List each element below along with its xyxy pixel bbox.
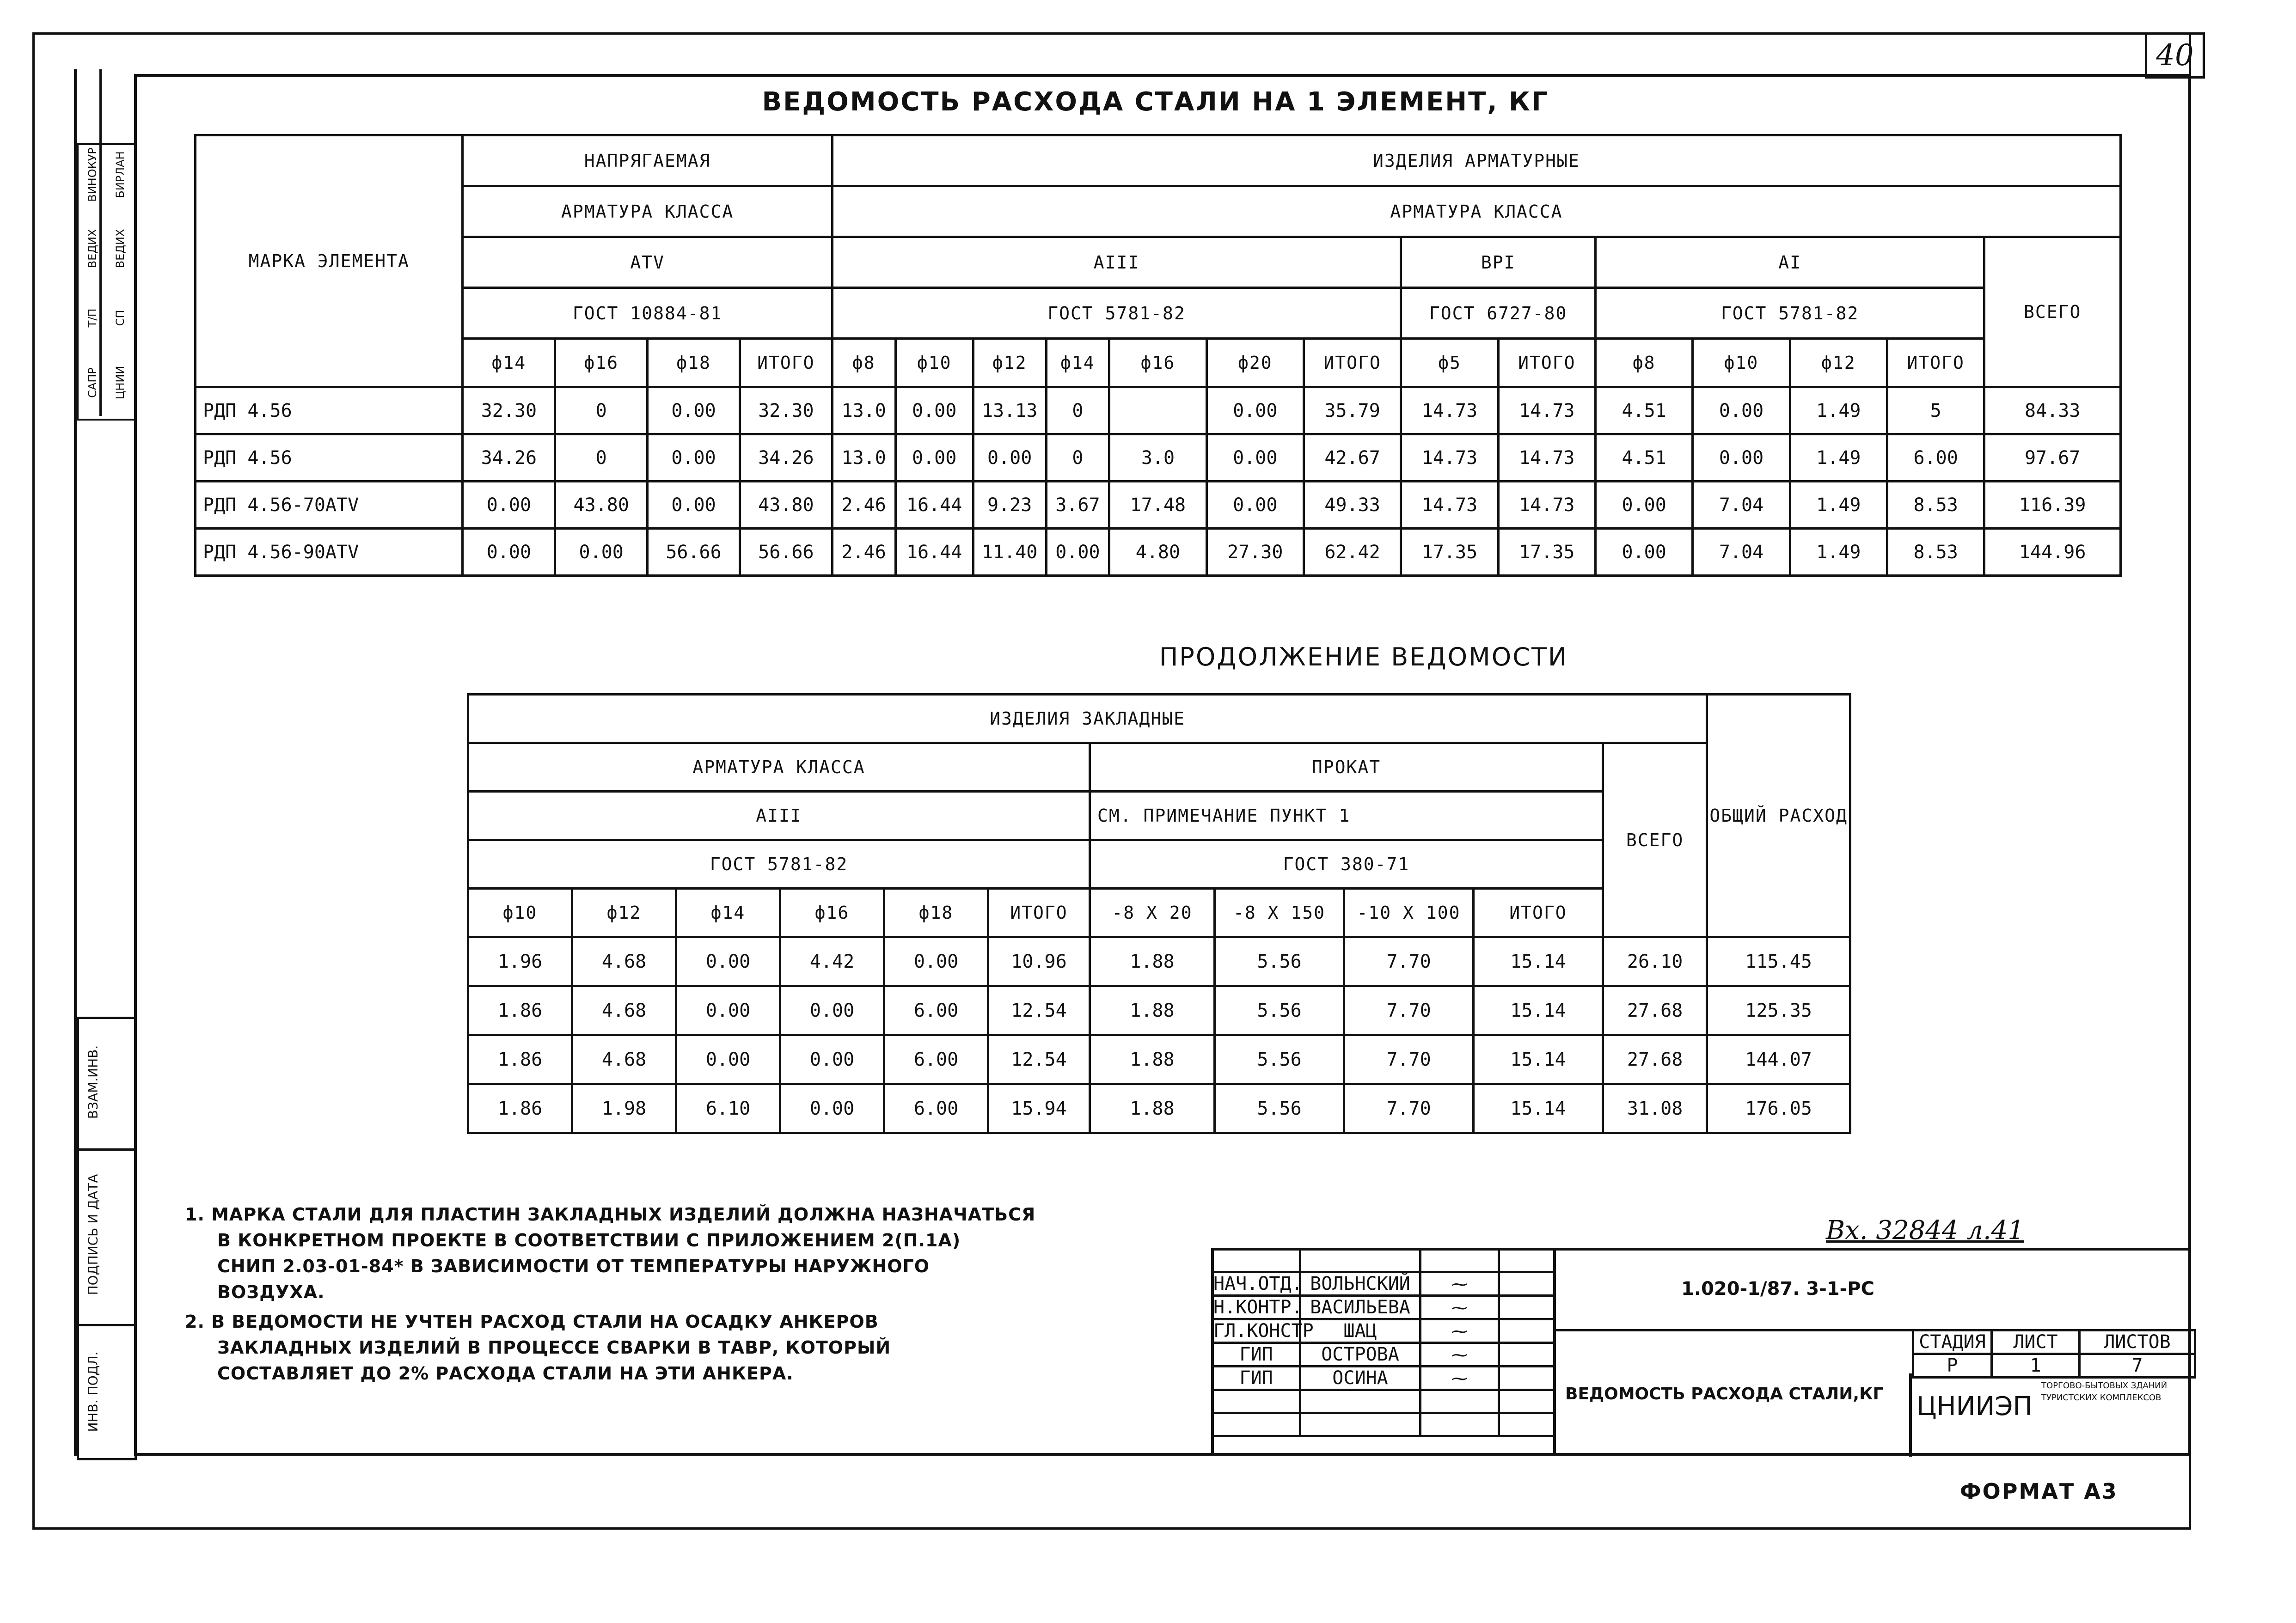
table-cell: 5 <box>1887 387 1984 434</box>
steel-table-body <box>196 387 2121 576</box>
page-number-box <box>2145 32 2205 79</box>
steel-table <box>194 134 2122 577</box>
signature: ⁓ <box>1420 1296 1499 1319</box>
table-cell: 6.00 <box>884 1035 988 1084</box>
table-cell: 10.96 <box>988 937 1090 986</box>
role: ГЛ.КОНСТР <box>1212 1319 1300 1343</box>
table-cell: 4.80 <box>1109 529 1206 576</box>
table-cell: 16.44 <box>895 482 973 529</box>
sheet-label: ЛИСТ <box>1992 1330 2080 1354</box>
header-atv: АТV <box>463 237 832 288</box>
table-cell: 0.00 <box>1595 482 1692 529</box>
document-code: 1.020-1/87. 3-1-РС <box>1681 1278 1874 1300</box>
page-number: 40 <box>2156 38 2194 73</box>
table-cell: 115.45 <box>1707 937 1850 986</box>
note-line: СНИП 2.03-01-84* В ЗАВИСИМОСТИ ОТ ТЕМПЕРАТУРЫ НАРУЖНОГО <box>217 1256 930 1276</box>
table-cell: 13.0 <box>832 434 895 482</box>
person: ОСТРОВА <box>1300 1343 1420 1367</box>
table-cell: 0 <box>1046 387 1109 434</box>
table-cell: 27.68 <box>1603 1035 1707 1084</box>
table-cell: 42.67 <box>1304 434 1401 482</box>
diameter-header: ф12 <box>1790 339 1887 387</box>
table-cell: 7.70 <box>1344 986 1474 1035</box>
person: ШАЦ <box>1300 1319 1420 1343</box>
element-mark: РДП 4.56 <box>196 387 463 434</box>
table-cell: 4.68 <box>572 986 676 1035</box>
side-label: ИНВ. ПОДЛ. <box>85 1351 101 1432</box>
header-gost: ГОСТ 380-71 <box>1090 840 1603 889</box>
title-block <box>1211 1248 2191 1456</box>
diameter-header: ф5 <box>1401 339 1498 387</box>
table-cell: 14.73 <box>1401 482 1498 529</box>
table-cell: 1.49 <box>1790 434 1887 482</box>
diameter-header: ф8 <box>832 339 895 387</box>
table-cell: 84.33 <box>1984 387 2121 434</box>
table-cell <box>1109 387 1206 434</box>
table-cell: 5.56 <box>1215 937 1344 986</box>
col-header: ф10 <box>468 889 572 937</box>
table-cell: 0 <box>555 387 648 434</box>
table-cell: 6.00 <box>884 986 988 1035</box>
table-row <box>196 529 2121 576</box>
note-line: ВОЗДУХА. <box>217 1282 325 1302</box>
table-cell: 4.42 <box>780 937 884 986</box>
table-cell: 1.49 <box>1790 529 1887 576</box>
sheets-value: 7 <box>2080 1354 2195 1378</box>
col-header: -10 X 100 <box>1344 889 1474 937</box>
element-mark: РДП 4.56-90АТV <box>196 529 463 576</box>
sheets-label: ЛИСТОВ <box>2080 1330 2195 1354</box>
col-header: ИТОГО <box>1474 889 1603 937</box>
side-label: ВЕДИХ <box>114 229 127 268</box>
note-line: В КОНКРЕТНОМ ПРОЕКТЕ В СООТВЕТСТВИИ С ПРИЛОЖЕНИЕМ 2(П.1А) <box>217 1230 961 1251</box>
table-cell: 56.66 <box>648 529 740 576</box>
table-cell: 43.80 <box>555 482 648 529</box>
table-cell: 0.00 <box>1693 387 1790 434</box>
diameter-header: ф10 <box>1693 339 1790 387</box>
table-cell: 2.46 <box>832 529 895 576</box>
header-gost: ГОСТ 5781-82 <box>1595 288 1984 339</box>
table-cell: 0.00 <box>1046 529 1109 576</box>
role: Н.КОНТР. <box>1212 1296 1300 1319</box>
diameter-header: ф16 <box>555 339 648 387</box>
side-label: ВЕДИХ <box>86 229 99 268</box>
header-class: АРМАТУРА КЛАССА <box>468 743 1090 792</box>
table-cell: 1.96 <box>468 937 572 986</box>
element-mark: РДП 4.56 <box>196 434 463 482</box>
table-cell: 0.00 <box>463 529 555 576</box>
table-row <box>468 1084 1850 1133</box>
table-cell: 0.00 <box>1206 482 1304 529</box>
table-cell: 0.00 <box>676 1035 780 1084</box>
table-cell: 12.54 <box>988 1035 1090 1084</box>
note-line: СОСТАВЛЯЕТ ДО 2% РАСХОДА СТАЛИ НА ЭТИ АНКЕРА. <box>217 1363 794 1384</box>
table-cell: 0.00 <box>676 986 780 1035</box>
col-header: -8 X 20 <box>1090 889 1215 937</box>
table-cell: 0.00 <box>780 986 884 1035</box>
person: ВОЛЬНСКИЙ <box>1300 1272 1420 1296</box>
table-cell: 17.35 <box>1401 529 1498 576</box>
signature: ⁓ <box>1420 1319 1499 1343</box>
table-cell: 5.56 <box>1215 1035 1344 1084</box>
table-cell: 1.88 <box>1090 1035 1215 1084</box>
header-total: ВСЕГО <box>1603 743 1707 937</box>
notes <box>185 1202 1156 1386</box>
table-cell: 6.10 <box>676 1084 780 1133</box>
side-label: СП <box>114 310 127 326</box>
diameter-header: ИТОГО <box>740 339 832 387</box>
embedded-table-body <box>468 937 1850 1133</box>
side-label: ВЗАМ.ИНВ. <box>85 1045 101 1119</box>
diameter-header: ф14 <box>463 339 555 387</box>
table-cell: 14.73 <box>1498 387 1595 434</box>
table-cell: 144.96 <box>1984 529 2121 576</box>
table-row <box>468 937 1850 986</box>
table-cell: 0.00 <box>895 387 973 434</box>
table-cell: 5.56 <box>1215 986 1344 1035</box>
sheet-value: 1 <box>1992 1354 2080 1378</box>
table-cell: 176.05 <box>1707 1084 1850 1133</box>
table-cell: 34.26 <box>740 434 832 482</box>
diameter-header: ф20 <box>1206 339 1304 387</box>
person: ВАСИЛЬЕВА <box>1300 1296 1420 1319</box>
stage-label: СТАДИЯ <box>1913 1330 1992 1354</box>
table-cell: 1.88 <box>1090 1084 1215 1133</box>
header-aiii: АIII <box>832 237 1401 288</box>
embedded-table <box>467 693 1851 1134</box>
col-header: -8 X 150 <box>1215 889 1344 937</box>
table-cell: 0.00 <box>555 529 648 576</box>
table-row <box>196 434 2121 482</box>
note-line: 2. В ВЕДОМОСТИ НЕ УЧТЕН РАСХОД СТАЛИ НА ОСАДКУ АНКЕРОВ <box>185 1312 879 1332</box>
stage-grid <box>1912 1329 2196 1379</box>
table-row <box>196 482 2121 529</box>
table-cell: 32.30 <box>740 387 832 434</box>
header-class: АРМАТУРА КЛАССА <box>832 186 2120 237</box>
continuation-title: ПРОДОЛЖЕНИЕ ВЕДОМОСТИ <box>1159 642 1568 671</box>
header-gost: ГОСТ 10884-81 <box>463 288 832 339</box>
col-header: ИТОГО <box>988 889 1090 937</box>
diameter-header: ИТОГО <box>1887 339 1984 387</box>
header-gost: ГОСТ 5781-82 <box>468 840 1090 889</box>
table-cell: 3.0 <box>1109 434 1206 482</box>
diameter-header: ф16 <box>1109 339 1206 387</box>
table-cell: 32.30 <box>463 387 555 434</box>
table-cell: 1.86 <box>468 986 572 1035</box>
table-cell: 15.14 <box>1474 1035 1603 1084</box>
organization-desc: ТОРГОВО-БЫТОВЫХ ЗДАНИЙ ТУРИСТСКИХ КОМПЛЕКСОВ <box>2041 1381 2167 1403</box>
table-cell: 13.13 <box>973 387 1046 434</box>
table-cell: 26.10 <box>1603 937 1707 986</box>
side-stamp-top <box>77 143 137 421</box>
table-cell: 0.00 <box>780 1084 884 1133</box>
table-cell: 14.73 <box>1498 434 1595 482</box>
diameter-header: ф10 <box>895 339 973 387</box>
diameter-header: ИТОГО <box>1498 339 1595 387</box>
table-cell: 116.39 <box>1984 482 2121 529</box>
header-class: АРМАТУРА КЛАССА <box>463 186 832 237</box>
role: НАЧ.ОТД. <box>1212 1272 1300 1296</box>
table-cell: 0.00 <box>1206 434 1304 482</box>
table-cell: 15.14 <box>1474 986 1603 1035</box>
table-cell: 15.14 <box>1474 1084 1603 1133</box>
note-line: ЗАКЛАДНЫХ ИЗДЕЛИЙ В ПРОЦЕССЕ СВАРКИ В ТАВР, КОТОРЫЙ <box>217 1337 891 1358</box>
table-cell: 3.67 <box>1046 482 1109 529</box>
side-label: ЦНИИ <box>114 366 127 400</box>
diameter-header: ф8 <box>1595 339 1692 387</box>
header-ai: АI <box>1595 237 1984 288</box>
note-line: 1. МАРКА СТАЛИ ДЛЯ ПЛАСТИН ЗАКЛАДНЫХ ИЗДЕЛИЙ ДОЛЖНА НАЗНАЧАТЬСЯ <box>185 1204 1036 1225</box>
table-cell: 31.08 <box>1603 1084 1707 1133</box>
element-mark: РДП 4.56-70АТV <box>196 482 463 529</box>
table-cell: 4.68 <box>572 937 676 986</box>
table-cell: 0.00 <box>973 434 1046 482</box>
table-cell: 12.54 <box>988 986 1090 1035</box>
table-cell: 13.0 <box>832 387 895 434</box>
table-cell: 15.94 <box>988 1084 1090 1133</box>
col-header: ф14 <box>676 889 780 937</box>
table-cell: 0.00 <box>884 937 988 986</box>
signature: ⁓ <box>1420 1343 1499 1367</box>
side-label: ВИНОКУР <box>86 147 99 202</box>
table-cell: 8.53 <box>1887 529 1984 576</box>
table-cell: 6.00 <box>884 1084 988 1133</box>
table-cell: 14.73 <box>1401 387 1498 434</box>
table-cell: 4.51 <box>1595 387 1692 434</box>
table-cell: 0.00 <box>1693 434 1790 482</box>
stage-value: Р <box>1913 1354 1992 1378</box>
col-header: ф18 <box>884 889 988 937</box>
table-cell: 0.00 <box>895 434 973 482</box>
header-vri: ВРI <box>1401 237 1596 288</box>
table-cell: 1.86 <box>468 1084 572 1133</box>
table-cell: 5.56 <box>1215 1084 1344 1133</box>
page-title: ВЕДОМОСТЬ РАСХОДА СТАЛИ НА 1 ЭЛЕМЕНТ, КГ <box>762 87 1549 117</box>
header-rebar-items: ИЗДЕЛИЯ АРМАТУРНЫЕ <box>832 135 2120 186</box>
role: ГИП <box>1212 1343 1300 1367</box>
table-cell: 16.44 <box>895 529 973 576</box>
table-cell: 0.00 <box>1595 529 1692 576</box>
role: ГИП <box>1212 1367 1300 1390</box>
person: ОСИНА <box>1300 1367 1420 1390</box>
table-cell: 7.70 <box>1344 937 1474 986</box>
table-cell: 27.30 <box>1206 529 1304 576</box>
table-cell: 34.26 <box>463 434 555 482</box>
header-embedded: ИЗДЕЛИЯ ЗАКЛАДНЫЕ <box>468 695 1707 743</box>
table-cell: 1.88 <box>1090 986 1215 1035</box>
table-cell: 0.00 <box>1206 387 1304 434</box>
table-cell: 7.70 <box>1344 1035 1474 1084</box>
signature: ⁓ <box>1420 1272 1499 1296</box>
diameter-header: ИТОГО <box>1304 339 1401 387</box>
table-cell: 15.14 <box>1474 937 1603 986</box>
header-note-ref: СМ. ПРИМЕЧАНИЕ ПУНКТ 1 <box>1090 792 1603 840</box>
table-cell: 14.73 <box>1498 482 1595 529</box>
header-gost: ГОСТ 5781-82 <box>832 288 1401 339</box>
side-label: ПОДПИСЬ И ДАТА <box>85 1174 101 1295</box>
signature: ⁓ <box>1420 1367 1499 1390</box>
col-header-mark: МАРКА ЭЛЕМЕНТА <box>196 135 463 387</box>
handwritten-number: Вх. 32844 л.41 <box>1826 1215 2024 1245</box>
table-cell: 7.04 <box>1693 482 1790 529</box>
side-stamp-bottom <box>77 1017 137 1460</box>
table-cell: 2.46 <box>832 482 895 529</box>
diameter-header: ф12 <box>973 339 1046 387</box>
table-cell: 8.53 <box>1887 482 1984 529</box>
side-label: Т/П <box>86 308 99 328</box>
table-cell: 1.49 <box>1790 482 1887 529</box>
format-label: ФОРМАТ А3 <box>1960 1479 2118 1504</box>
header-aiii: АIII <box>468 792 1090 840</box>
table-cell: 7.70 <box>1344 1084 1474 1133</box>
table-cell: 7.04 <box>1693 529 1790 576</box>
header-gost: ГОСТ 6727-80 <box>1401 288 1596 339</box>
header-total: ВСЕГО <box>1984 237 2121 387</box>
col-header: ф12 <box>572 889 676 937</box>
table-cell: 62.42 <box>1304 529 1401 576</box>
side-label: БИРЛАН <box>114 151 127 198</box>
table-cell: 97.67 <box>1984 434 2121 482</box>
table-cell: 0.00 <box>648 434 740 482</box>
table-cell: 0.00 <box>463 482 555 529</box>
table-cell: 11.40 <box>973 529 1046 576</box>
table-row <box>468 1035 1850 1084</box>
header-prestressed: НАПРЯГАЕМАЯ <box>463 135 832 186</box>
table-cell: 1.86 <box>468 1035 572 1084</box>
table-cell: 1.49 <box>1790 387 1887 434</box>
table-cell: 17.48 <box>1109 482 1206 529</box>
table-cell: 27.68 <box>1603 986 1707 1035</box>
table-cell: 0 <box>1046 434 1109 482</box>
table-cell: 9.23 <box>973 482 1046 529</box>
col-header: ф16 <box>780 889 884 937</box>
table-row <box>468 986 1850 1035</box>
table-cell: 0.00 <box>676 937 780 986</box>
side-label: САПР <box>86 367 99 398</box>
table-cell: 35.79 <box>1304 387 1401 434</box>
table-cell: 1.98 <box>572 1084 676 1133</box>
table-cell: 17.35 <box>1498 529 1595 576</box>
organization: ЦНИИЭП <box>1916 1391 2033 1422</box>
table-cell: 4.51 <box>1595 434 1692 482</box>
table-cell: 144.07 <box>1707 1035 1850 1084</box>
table-cell: 0.00 <box>780 1035 884 1084</box>
table-cell: 56.66 <box>740 529 832 576</box>
table-cell: 6.00 <box>1887 434 1984 482</box>
document-title: ВЕДОМОСТЬ РАСХОДА СТАЛИ,КГ <box>1565 1385 1884 1403</box>
signature-grid <box>1211 1248 1555 1437</box>
table-cell: 4.68 <box>572 1035 676 1084</box>
table-row <box>196 387 2121 434</box>
header-overall: ОБЩИЙ РАСХОД <box>1707 695 1850 937</box>
table-cell: 1.88 <box>1090 937 1215 986</box>
table-cell: 0 <box>555 434 648 482</box>
header-rolled: ПРОКАТ <box>1090 743 1603 792</box>
table-cell: 0.00 <box>648 482 740 529</box>
table-cell: 125.35 <box>1707 986 1850 1035</box>
table-cell: 49.33 <box>1304 482 1401 529</box>
table-cell: 43.80 <box>740 482 832 529</box>
table-cell: 14.73 <box>1401 434 1498 482</box>
diameter-header: ф18 <box>648 339 740 387</box>
diameter-header: ф14 <box>1046 339 1109 387</box>
table-cell: 0.00 <box>648 387 740 434</box>
